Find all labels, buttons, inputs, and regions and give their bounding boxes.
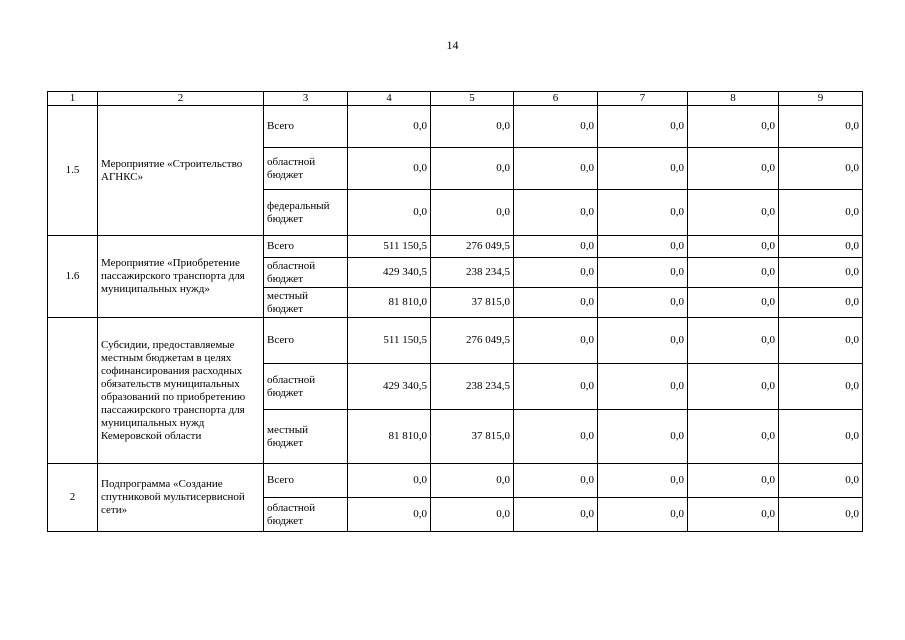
amount-cell: 0,0 xyxy=(779,190,863,236)
column-header: 7 xyxy=(598,92,688,106)
amount-cell: 0,0 xyxy=(688,236,779,258)
amount-cell: 0,0 xyxy=(514,148,598,190)
amount-cell: 0,0 xyxy=(688,498,779,532)
amount-cell: 0,0 xyxy=(688,190,779,236)
amount-cell: 0,0 xyxy=(779,148,863,190)
amount-cell: 0,0 xyxy=(598,410,688,464)
page-number: 14 xyxy=(446,38,459,52)
table-row xyxy=(48,464,863,498)
funding-source: Всего xyxy=(264,318,348,364)
amount-cell: 276 049,5 xyxy=(431,318,514,364)
amount-cell: 0,0 xyxy=(688,364,779,410)
column-header: 8 xyxy=(688,92,779,106)
amount-cell: 0,0 xyxy=(514,410,598,464)
amount-cell: 0,0 xyxy=(779,258,863,288)
amount-cell: 0,0 xyxy=(688,148,779,190)
item-name: Мероприятие «Строительство АГНКС» xyxy=(98,106,264,236)
amount-cell: 0,0 xyxy=(431,464,514,498)
amount-cell: 0,0 xyxy=(779,498,863,532)
funding-source: областной бюджет xyxy=(264,258,348,288)
funding-source: областной бюджет xyxy=(264,148,348,190)
amount-cell: 0,0 xyxy=(348,190,431,236)
item-number: 1.6 xyxy=(48,236,98,318)
table-row xyxy=(48,318,863,364)
funding-source: областной бюджет xyxy=(264,364,348,410)
amount-cell: 0,0 xyxy=(688,318,779,364)
amount-cell: 0,0 xyxy=(598,258,688,288)
amount-cell: 0,0 xyxy=(514,190,598,236)
header-row xyxy=(48,92,863,106)
amount-cell: 0,0 xyxy=(779,318,863,364)
amount-cell: 0,0 xyxy=(348,148,431,190)
amount-cell: 0,0 xyxy=(779,410,863,464)
amount-cell: 81 810,0 xyxy=(348,288,431,318)
column-header: 4 xyxy=(348,92,431,106)
amount-cell: 0,0 xyxy=(348,106,431,148)
amount-cell: 0,0 xyxy=(514,236,598,258)
amount-cell: 0,0 xyxy=(688,106,779,148)
amount-cell: 81 810,0 xyxy=(348,410,431,464)
item-name: Субсидии, предоставляемые местным бюджетам в целях софинансирования расходных обязательств муниципальных образований по приобретению пассажирского транспорта для муниципальных нужд Кемеровской области xyxy=(98,318,264,464)
amount-cell: 0,0 xyxy=(598,236,688,258)
amount-cell: 0,0 xyxy=(431,148,514,190)
column-header: 3 xyxy=(264,92,348,106)
amount-cell: 0,0 xyxy=(514,258,598,288)
item-name: Мероприятие «Приобретение пассажирского транспорта для муниципальных нужд» xyxy=(98,236,264,318)
amount-cell: 276 049,5 xyxy=(431,236,514,258)
column-header: 2 xyxy=(98,92,264,106)
item-number: 1.5 xyxy=(48,106,98,236)
amount-cell: 0,0 xyxy=(688,258,779,288)
amount-cell: 429 340,5 xyxy=(348,258,431,288)
amount-cell: 0,0 xyxy=(598,148,688,190)
table-row xyxy=(48,106,863,148)
funding-source: Всего xyxy=(264,106,348,148)
amount-cell: 511 150,5 xyxy=(348,236,431,258)
amount-cell: 0,0 xyxy=(779,288,863,318)
amount-cell: 37 815,0 xyxy=(431,288,514,318)
amount-cell: 0,0 xyxy=(348,498,431,532)
amount-cell: 0,0 xyxy=(688,288,779,318)
amount-cell: 0,0 xyxy=(688,464,779,498)
funding-source: местный бюджет xyxy=(264,288,348,318)
amount-cell: 0,0 xyxy=(514,106,598,148)
amount-cell: 238 234,5 xyxy=(431,258,514,288)
column-header: 1 xyxy=(48,92,98,106)
funding-source: областной бюджет xyxy=(264,498,348,532)
amount-cell: 0,0 xyxy=(514,288,598,318)
amount-cell: 0,0 xyxy=(431,498,514,532)
amount-cell: 0,0 xyxy=(431,106,514,148)
column-header: 5 xyxy=(431,92,514,106)
amount-cell: 0,0 xyxy=(779,106,863,148)
amount-cell: 0,0 xyxy=(514,498,598,532)
amount-cell: 0,0 xyxy=(598,288,688,318)
column-header: 9 xyxy=(779,92,863,106)
amount-cell: 0,0 xyxy=(598,106,688,148)
funding-source: Всего xyxy=(264,236,348,258)
funding-source: федеральный бюджет xyxy=(264,190,348,236)
item-name: Подпрограмма «Создание спутниковой мультисервисной сети» xyxy=(98,464,264,532)
amount-cell: 0,0 xyxy=(779,464,863,498)
amount-cell: 238 234,5 xyxy=(431,364,514,410)
funding-source: местный бюджет xyxy=(264,410,348,464)
amount-cell: 511 150,5 xyxy=(348,318,431,364)
item-number xyxy=(48,318,98,464)
amount-cell: 0,0 xyxy=(598,364,688,410)
amount-cell: 37 815,0 xyxy=(431,410,514,464)
amount-cell: 0,0 xyxy=(779,236,863,258)
amount-cell: 0,0 xyxy=(598,318,688,364)
amount-cell: 0,0 xyxy=(779,364,863,410)
item-number: 2 xyxy=(48,464,98,532)
funding-source: Всего xyxy=(264,464,348,498)
amount-cell: 0,0 xyxy=(431,190,514,236)
amount-cell: 429 340,5 xyxy=(348,364,431,410)
amount-cell: 0,0 xyxy=(598,190,688,236)
amount-cell: 0,0 xyxy=(514,318,598,364)
column-header: 6 xyxy=(514,92,598,106)
amount-cell: 0,0 xyxy=(598,498,688,532)
table-row xyxy=(48,236,863,258)
amount-cell: 0,0 xyxy=(688,410,779,464)
amount-cell: 0,0 xyxy=(348,464,431,498)
budget-table xyxy=(47,91,863,532)
amount-cell: 0,0 xyxy=(514,464,598,498)
amount-cell: 0,0 xyxy=(598,464,688,498)
amount-cell: 0,0 xyxy=(514,364,598,410)
